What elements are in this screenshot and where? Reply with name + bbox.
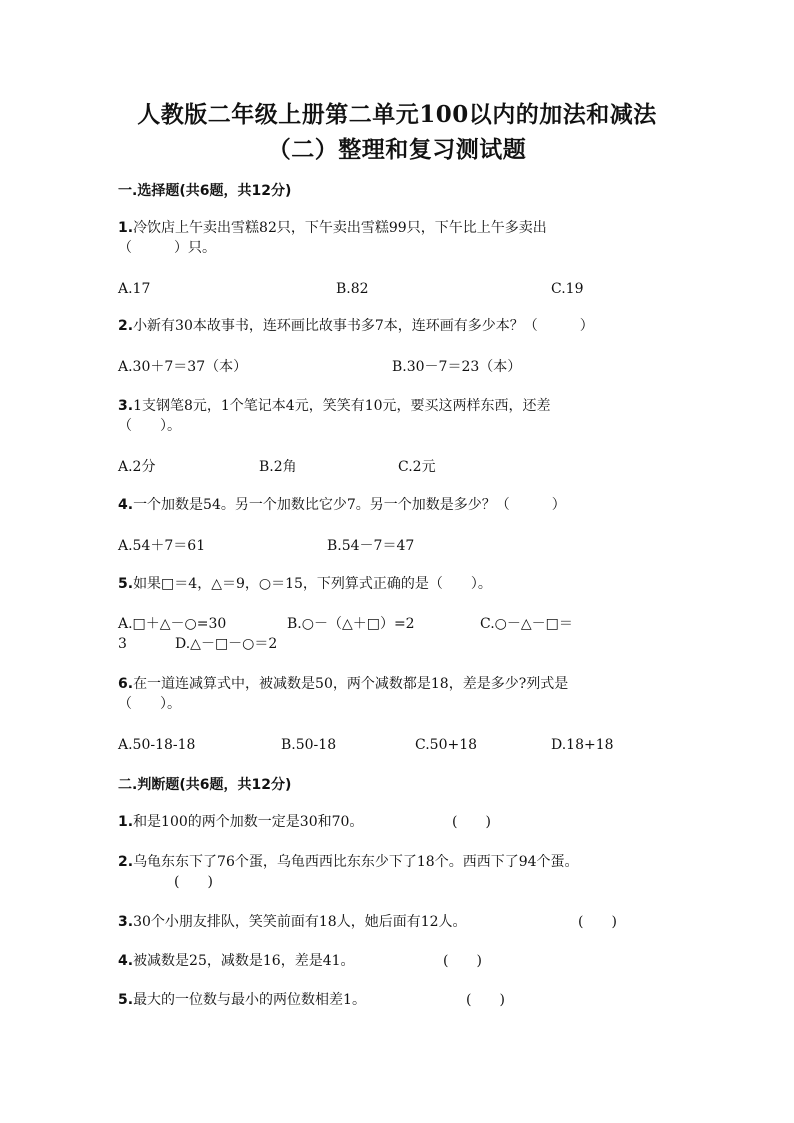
- judgment-question-4: [118, 951, 355, 971]
- question-text: 和是100的两个加数一定是30和70。: [133, 814, 364, 830]
- judgment-question-3: [118, 912, 467, 932]
- page-title-line1: 人教版二年级上册第二单元100以内的加法和减法: [137, 101, 657, 128]
- question-number: 5.: [118, 992, 134, 1008]
- question-text: 30个小朋友排队，笑笑前面有18人，她后面有12人。: [133, 914, 467, 930]
- question-text: 一个加数是54。另一个加数比它少7。另一个加数是多少？（ ）: [133, 497, 566, 513]
- choice-question-5: [118, 574, 492, 594]
- option-d[interactable]: D.△－□－○＝2: [175, 636, 278, 652]
- question-number: 3.: [118, 914, 134, 930]
- option-b[interactable]: B.54－7＝47: [327, 538, 415, 554]
- question-number: 5.: [118, 576, 134, 592]
- option-a[interactable]: A.17: [118, 281, 151, 297]
- question-text: 在一道连减算式中，被减数是50，两个减数都是18，差是多少?列式是: [133, 676, 569, 692]
- option-b[interactable]: B.30－7＝23（本）: [392, 359, 522, 375]
- option-a[interactable]: A.□＋△－○=30: [118, 616, 227, 632]
- option-b[interactable]: B.○－（△＋□）=2: [287, 616, 415, 632]
- option-d[interactable]: D.18+18: [551, 737, 614, 753]
- option-c[interactable]: C.2元: [398, 459, 436, 475]
- question-text: 乌龟东东下了76个蛋，乌龟西西比东东少下了18个。西西下了94个蛋。: [133, 854, 579, 870]
- page-title-line2: （二）整理和复习测试题: [267, 136, 527, 163]
- question-number: 6.: [118, 676, 134, 692]
- judgment-question-1: [118, 812, 363, 832]
- question-text-continued: （ ）只。: [118, 240, 216, 256]
- option-a[interactable]: A.54＋7＝61: [118, 538, 206, 554]
- answer-parentheses[interactable]: ( ): [466, 992, 505, 1008]
- question-text: 最大的一位数与最小的两位数相差1。: [133, 992, 366, 1008]
- question-text-continued: （ ）。: [118, 696, 181, 712]
- option-b[interactable]: B.82: [336, 281, 369, 297]
- question-text: 1支钢笔8元，1个笔记本4元，笑笑有10元，要买这两样东西，还差: [133, 398, 551, 414]
- option-c[interactable]: C.19: [551, 281, 584, 297]
- answer-parentheses[interactable]: ( ): [578, 914, 617, 930]
- choice-question-2: [118, 316, 594, 336]
- question-text: 被减数是25，减数是16，差是41。: [133, 953, 355, 969]
- choice-question-6: [118, 674, 568, 694]
- option-b[interactable]: B.2角: [259, 459, 297, 475]
- question-number: 2.: [118, 854, 134, 870]
- choice-question-1: [118, 218, 547, 238]
- question-number: 2.: [118, 318, 134, 334]
- option-c[interactable]: C.50+18: [415, 737, 478, 753]
- judgment-question-5: [118, 990, 366, 1010]
- question-number: 1.: [118, 814, 134, 830]
- question-number: 3.: [118, 398, 134, 414]
- section-heading-choice: 一.选择题(共6题，共12分): [118, 183, 292, 199]
- option-b[interactable]: B.50-18: [281, 737, 337, 753]
- question-number: 4.: [118, 497, 134, 513]
- question-text: 如果□＝4，△＝9，○＝15，下列算式正确的是（ ）。: [133, 576, 492, 592]
- question-text-continued: （ ）。: [118, 418, 181, 434]
- answer-parentheses[interactable]: ( ): [452, 814, 491, 830]
- question-number: 4.: [118, 953, 134, 969]
- answer-parentheses[interactable]: ( ): [174, 874, 213, 890]
- option-c[interactable]: C.○－△－□＝: [480, 616, 573, 632]
- question-number: 1.: [118, 220, 134, 236]
- question-text: 冷饮店上午卖出雪糕82只，下午卖出雪糕99只，下午比上午多卖出: [133, 220, 547, 236]
- answer-parentheses[interactable]: ( ): [443, 953, 482, 969]
- option-c-continued: 3: [118, 636, 127, 652]
- option-a[interactable]: A.30＋7＝37（本）: [118, 359, 248, 375]
- option-a[interactable]: A.2分: [118, 459, 156, 475]
- judgment-question-2: [118, 852, 579, 872]
- choice-question-3: [118, 396, 551, 416]
- option-a[interactable]: A.50-18-18: [118, 737, 196, 753]
- question-text: 小新有30本故事书，连环画比故事书多7本，连环画有多少本？（ ）: [133, 318, 594, 334]
- choice-question-4: [118, 495, 566, 515]
- section-heading-judgment: 二.判断题(共6题，共12分): [118, 777, 292, 793]
